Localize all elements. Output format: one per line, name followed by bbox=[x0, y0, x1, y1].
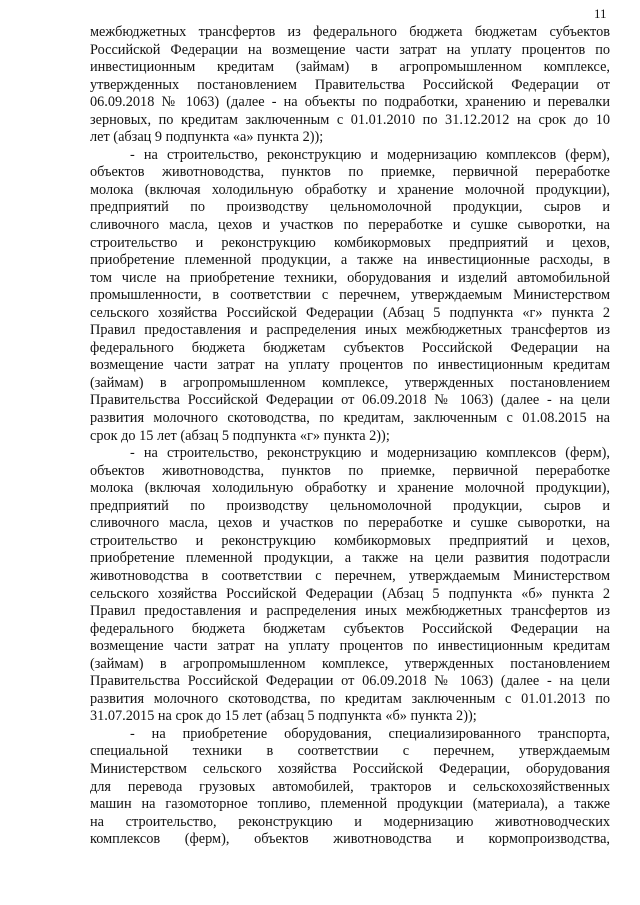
text-line: развития молочного скотоводства, по кредитам, заключенным с 01.08.2015 на bbox=[90, 410, 610, 427]
text-line: молока (включая холодильную обработку и хранение молочной продукции), bbox=[90, 480, 610, 497]
text-line: Правительства Российской Федерации от 06.09.2018 № 1063) (далее - на цели bbox=[90, 392, 610, 409]
text-line: приобретение племенной продукции, а также на цели развития подотрасли bbox=[90, 550, 610, 567]
text-line: предприятий по производству цельномолочной продукции, сыров и bbox=[90, 199, 610, 216]
text-line: сельского хозяйства Российской Федерации (Абзац 5 подпункта «г» пункта 2 bbox=[90, 304, 610, 321]
text-line: - на строительство, реконструкцию и модернизацию комплексов (ферм), bbox=[130, 445, 610, 462]
text-line: специальной техники в соответствии с перечнем, утверждаемым bbox=[90, 743, 610, 760]
text-line: сельского хозяйства Российской Федерации (Абзац 5 подпункта «б» пункта 2 bbox=[90, 585, 610, 602]
text-line: возмещение части затрат на уплату процентов по инвестиционным кредитам bbox=[90, 357, 610, 374]
text-line: строительство и реконструкцию комбикормовых предприятий и цехов, bbox=[90, 234, 610, 251]
text-line: комплексов (ферм), объектов животноводства и кормопроизводства, bbox=[90, 831, 610, 848]
text-line: - на приобретение оборудования, специализированного транспорта, bbox=[130, 725, 610, 742]
paragraph bbox=[90, 24, 610, 147]
text-line: лет (абзац 9 подпункта «а» пункта 2)); bbox=[90, 129, 324, 146]
text-line: межбюджетных трансфертов из федерального бюджета бюджетам субъектов bbox=[90, 24, 610, 40]
page-number: 11 bbox=[594, 6, 607, 21]
text-line: утвержденных постановлением Правительства Российской Федерации от bbox=[90, 76, 610, 93]
text-line: промышленности, в соответствии с перечнем, утверждаемым Министерством bbox=[90, 287, 610, 304]
text-line: развития молочного скотоводства, по кредитам заключенным с 01.01.2013 по bbox=[90, 690, 610, 707]
text-line: на строительство, реконструкцию и модернизацию животноводческих bbox=[90, 813, 610, 830]
text-line: предприятий по производству цельномолочной продукции, сыров и bbox=[90, 497, 610, 514]
text-line: объектов животноводства, пунктов по приемке, первичной переработке bbox=[90, 462, 610, 479]
text-line: 31.07.2015 на срок до 15 лет (абзац 5 подпункта «б» пункта 2)); bbox=[90, 708, 477, 725]
text-line: Российской Федерации на возмещение части затрат на уплату процентов по bbox=[90, 41, 610, 58]
paragraph bbox=[90, 147, 610, 445]
text-line: Правил предоставления и распределения иных межбюджетных трансфертов из bbox=[90, 603, 610, 620]
text-line: (займам) в агропромышленном комплексе, утвержденных постановлением bbox=[90, 655, 610, 672]
text-line: машин на газомоторное топливо, племенной продукции (материала), а также bbox=[90, 796, 610, 813]
text-line: - на строительство, реконструкцию и модернизацию комплексов (ферм), bbox=[130, 146, 610, 163]
document-body bbox=[90, 24, 610, 849]
text-line: строительство и реконструкцию комбикормовых предприятий и цехов, bbox=[90, 532, 610, 549]
text-line: Правительства Российской Федерации от 06.09.2018 № 1063) (далее - на цели bbox=[90, 673, 610, 690]
text-line: том числе на приобретение техники, оборудования и изделий автомобильной bbox=[90, 269, 610, 286]
text-line: для перевода грузовых автомобилей, тракторов и сельскохозяйственных bbox=[90, 778, 610, 795]
text-line: объектов животноводства, пунктов по приемке, первичной переработке bbox=[90, 164, 610, 181]
text-line: сливочного масла, цехов и участков по переработке и сушке сыворотки, на bbox=[90, 515, 610, 532]
text-line: молока (включая холодильную обработку и хранение молочной продукции), bbox=[90, 181, 610, 198]
text-line: инвестиционным кредитам (займам) в агропромышленном комплексе, bbox=[90, 59, 610, 76]
text-line: животноводства в соответствии с перечнем, утверждаемым Министерством bbox=[90, 567, 610, 584]
paragraph bbox=[90, 726, 610, 849]
text-line: срок до 15 лет (абзац 5 подпункта «г» пункта 2)); bbox=[90, 427, 390, 444]
text-line: федерального бюджета бюджетам субъектов Российской Федерации на bbox=[90, 620, 610, 637]
text-line: приобретение племенной продукции, а также на инвестиционные расходы, в bbox=[90, 252, 610, 269]
paragraph bbox=[90, 445, 610, 726]
text-line: Правил предоставления и распределения иных межбюджетных трансфертов из bbox=[90, 322, 610, 339]
text-line: возмещение части затрат на уплату процентов по инвестиционным кредитам bbox=[90, 638, 610, 655]
text-line: зерновых, по кредитам заключенным с 01.01.2010 по 31.12.2012 на срок до 10 bbox=[90, 111, 610, 128]
text-line: Министерством сельского хозяйства Российской Федерации, оборудования bbox=[90, 760, 610, 777]
text-line: сливочного масла, цехов и участков по переработке и сушке сыворотки, на bbox=[90, 217, 610, 234]
text-line: 06.09.2018 № 1063) (далее - на объекты по подработки, хранению и перевалки bbox=[90, 94, 610, 111]
text-line: (займам) в агропромышленном комплексе, утвержденных постановлением bbox=[90, 374, 610, 391]
text-line: федерального бюджета бюджетам субъектов Российской Федерации на bbox=[90, 339, 610, 356]
